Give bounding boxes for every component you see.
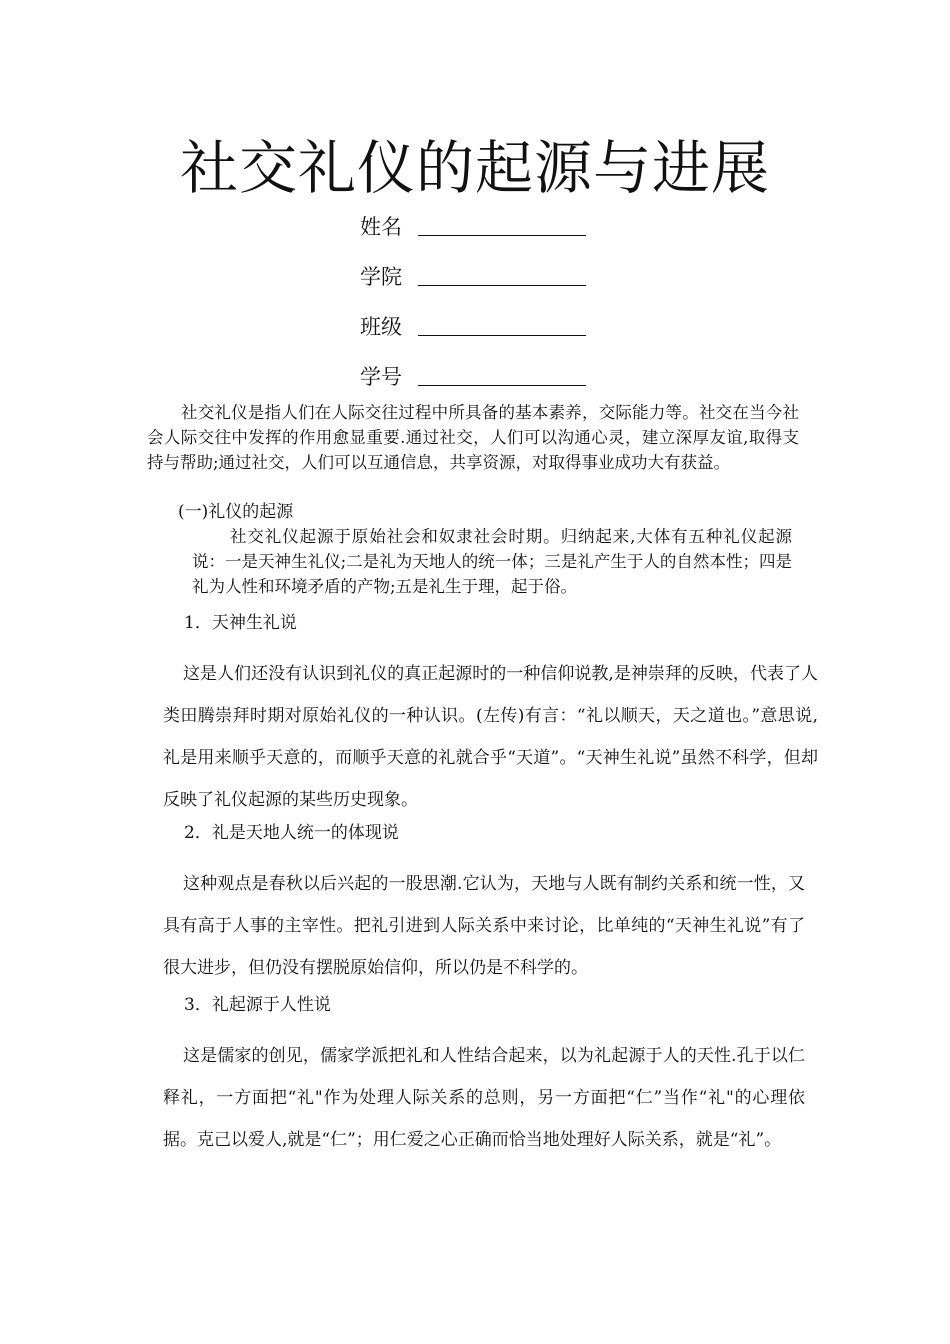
- class-field: [360, 312, 586, 342]
- student-id-label: 学号: [360, 365, 402, 389]
- student-id-field: [360, 362, 586, 392]
- college-label: 学院: [360, 265, 402, 289]
- name-field: [360, 212, 586, 242]
- origin-summary-paragraph: 社交礼仪起源于原始社会和奴隶社会时期。归纳起来,大体有五种礼仪起源说：一是天神生礼仪;二是礼为天地人的统一体；三是礼产生于人的自然本性；四是礼为人性和环境矛盾的产物;五是礼生于理，起于俗。: [192, 527, 792, 596]
- class-blank-line[interactable]: [418, 315, 586, 336]
- theory-3-heading: 3．礼起源于人性说: [184, 995, 331, 1015]
- theory-2-paragraph: 这种观点是春秋以后兴起的一股思潮.它认为，天地与人既有制约关系和统一性，又具有高于人事的主宰性。把礼引进到人际关系中来讨论，比单纯的“天神生礼说”有了很大进步，但仍没有摆脱原始信仰，所以仍是不科学的。: [163, 874, 805, 978]
- theory-1-heading: 1．天神生礼说: [184, 613, 297, 633]
- college-field: [360, 262, 586, 292]
- theory-1-paragraph: 这是人们还没有认识到礼仪的真正起源时的一种信仰说教,是神崇拜的反映，代表了人类田腾崇拜时期对原始礼仪的一种认识。(左传)有言：“礼以顺天，天之道也。”意思说,礼是用来顺乎天意的，而顺乎天意的礼就合乎“天道”。“天神生礼说”虽然不科学，但却反映了礼仪起源的某些历史现象。: [163, 664, 818, 810]
- college-blank-line[interactable]: [418, 265, 586, 286]
- student-id-blank-line[interactable]: [418, 365, 586, 386]
- intro-paragraph: 社交礼仪是指人们在人际交往过程中所具备的基本素养，交际能力等。社交在当今社会人际交往中发挥的作用愈显重要.通过社交，人们可以沟通心灵，建立深厚友谊,取得支持与帮助;通过社交，人们可以互通信息，共享资源，对取得事业成功大有获益。: [147, 403, 799, 472]
- document-title: 社交礼仪的起源与进展: [179, 134, 770, 202]
- name-blank-line[interactable]: [418, 215, 586, 236]
- name-label: 姓名: [360, 215, 402, 239]
- section-heading: (一)礼仪的起源: [178, 502, 294, 522]
- theory-3-paragraph: 这是儒家的创见，儒家学派把礼和人性结合起来，以为礼起源于人的天性.孔于以仁释礼，一方面把“礼"作为处理人际关系的总则，另一方面把“仁”当作“礼"的心理依据。克己以爱人,就是“仁”；用仁爱之心正确而恰当地处理好人际关系，就是“礼”。: [163, 1046, 805, 1150]
- theory-2-heading: 2．礼是天地人统一的体现说: [184, 823, 399, 843]
- class-label: 班级: [360, 315, 402, 339]
